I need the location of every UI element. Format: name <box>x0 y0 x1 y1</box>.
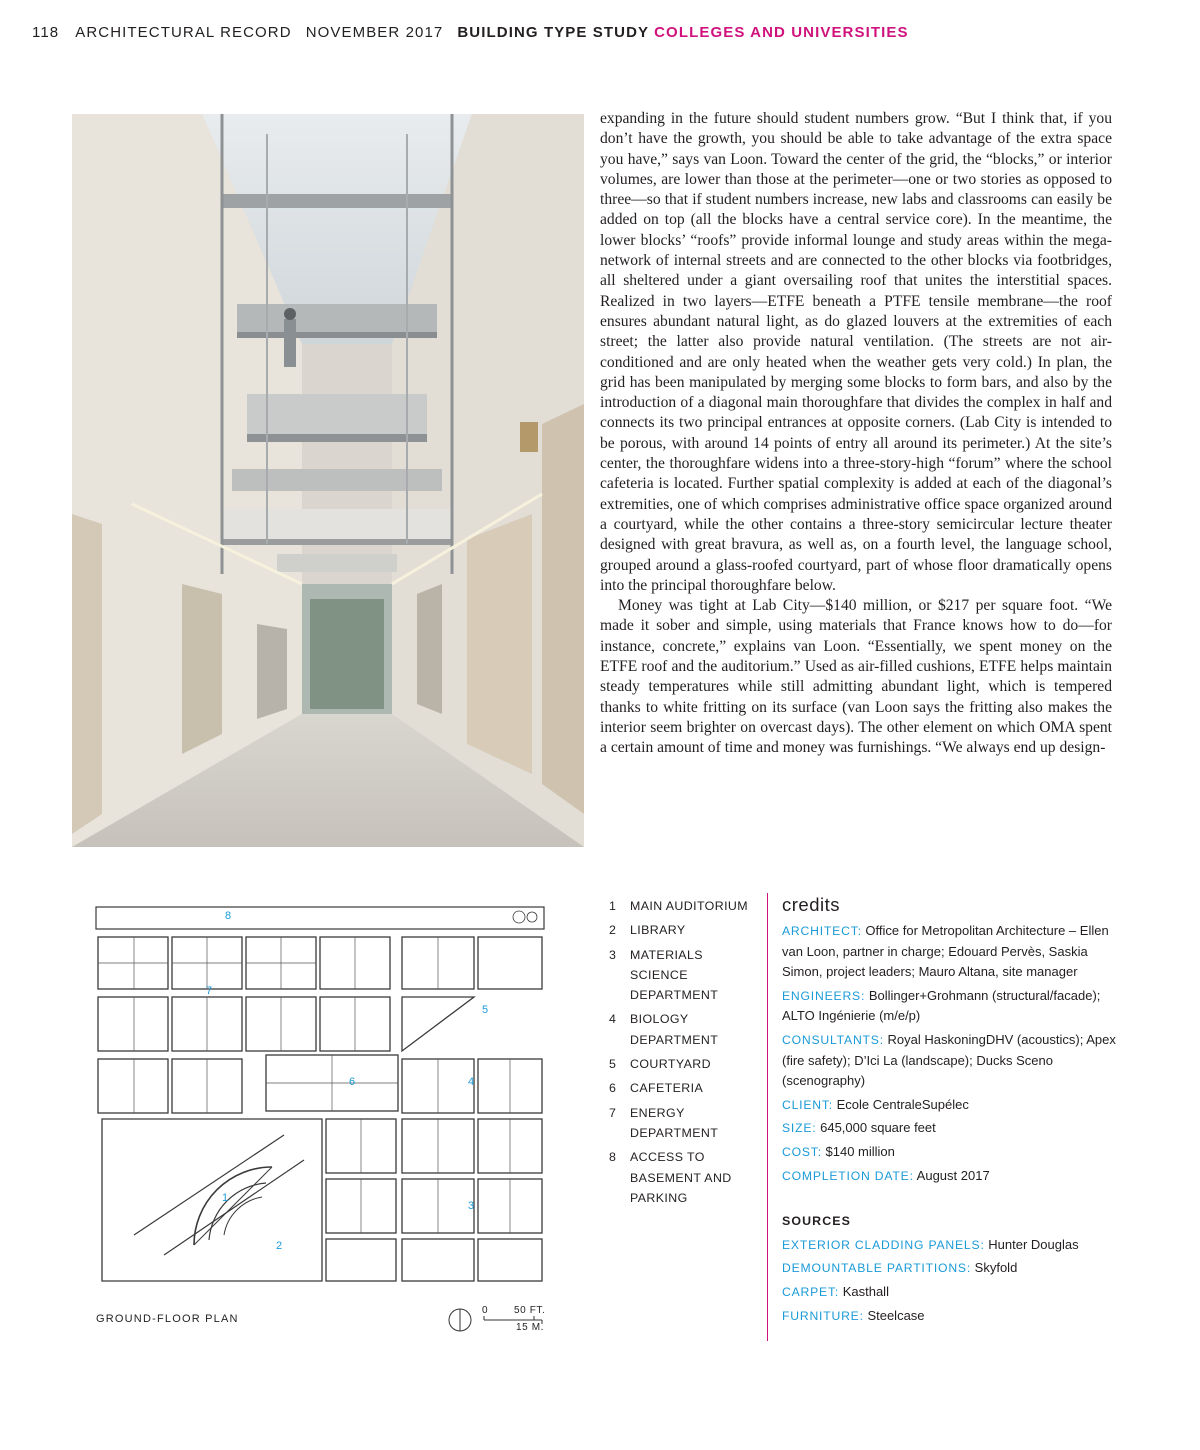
credit-row: COMPLETION DATE: August 2017 <box>782 1167 990 1183</box>
section-topic: COLLEGES AND UNIVERSITIES <box>654 24 909 41</box>
article-body <box>600 109 1112 759</box>
magazine-name: ARCHITECTURAL RECORD <box>75 24 292 41</box>
source-row: FURNITURE: Steelcase <box>782 1307 925 1323</box>
source-row: DEMOUNTABLE PARTITIONS: Skyfold <box>782 1260 1018 1276</box>
plan-label-4: 4 <box>468 1076 475 1088</box>
legend-item: 7 ENERGY DEPARTMENT <box>609 1105 719 1140</box>
source-row: CARPET: Kasthall <box>782 1283 889 1299</box>
legend-item: 6 CAFETERIA <box>609 1081 704 1096</box>
plan-label-1: 1 <box>222 1192 229 1204</box>
sources-title: SOURCES <box>782 1214 851 1229</box>
legend-item: 8 ACCESS TO BASEMENT AND PARKING <box>609 1150 732 1205</box>
plan-label-2: 2 <box>276 1240 283 1252</box>
plan-scale <box>448 1304 558 1338</box>
scale-meters: 15 M. <box>516 1322 545 1333</box>
plan-label-8: 8 <box>225 910 232 922</box>
credit-row: CONSULTANTS: Royal HaskoningDHV (acoustics); Apex (fire safety); D’Ici La (landscape); Ducks Sceno (scenography) <box>782 1031 1116 1089</box>
section-name: BUILDING TYPE STUDY <box>457 24 650 41</box>
scale-feet: 50 FT. <box>514 1305 546 1316</box>
running-header <box>32 24 923 48</box>
credit-row: ARCHITECT: Office for Metropolitan Architecture – Ellen van Loon, partner in charge; Edouard Pervès, Saskia Simon, project leaders; Mauro Altana, site manager <box>782 923 1109 980</box>
legend-item: 4 BIOLOGY DEPARTMENT <box>609 1012 719 1047</box>
legend-item: 3 MATERIALS SCIENCE DEPARTMENT <box>609 947 719 1003</box>
credit-row: ENGINEERS: Bollinger+Grohmann (structural/facade); ALTO Ingénierie (m/e/p) <box>782 987 1101 1024</box>
page-number: 118 <box>32 24 60 41</box>
legend-item: 5 COURTYARD <box>609 1057 711 1072</box>
corridor-photo <box>72 114 584 847</box>
plan-label-3: 3 <box>468 1200 475 1212</box>
credits-title: credits <box>782 894 840 915</box>
ground-floor-plan <box>94 905 546 1283</box>
source-row: EXTERIOR CLADDING PANELS: Hunter Douglas <box>782 1236 1079 1252</box>
credit-row: SIZE: 645,000 square feet <box>782 1120 936 1136</box>
plan-caption: GROUND-FLOOR PLAN <box>96 1313 239 1325</box>
legend-item: 1 MAIN AUDITORIUM <box>609 899 748 913</box>
legend-item: 2 LIBRARY <box>609 923 686 938</box>
credit-row: CLIENT: Ecole CentraleSupélec <box>782 1096 969 1112</box>
plan-label-6: 6 <box>349 1076 356 1088</box>
plan-legend <box>609 896 759 1212</box>
issue-date: NOVEMBER 2017 <box>305 24 444 41</box>
body-paragraph: Money was tight at Lab City—$140 million, or $217 per square foot. “We made it sober and simple, using materials that France knows how to do—for instance, concrete,” explains van Loon. “Essentially, we spent money on the ETFE roof and the auditorium.” Used as air-filled cushions, ETFE helps maintain steady temperatures while still admitting abundant light, which is tempered thanks to white fritting on its surface (van Loon says the fritting also makes the interior seem brighter on overcast days). The other element on which OMA spent a certain amount of time and money was furnishings. “We always end up design- <box>600 597 1112 757</box>
credit-row: COST: $140 million <box>782 1143 895 1159</box>
credits-panel <box>767 893 1122 1341</box>
scale-zero: 0 <box>482 1305 488 1316</box>
plan-label-5: 5 <box>482 1004 489 1016</box>
body-paragraph: expanding in the future should student numbers grow. “But I think that, if you don’t have the growth, you should be able to take advantage of the extra space you have,” says van Loon. Toward the center of the grid, the “blocks,” or interior volumes, are lower than those at the perimeter—one or two stories as opposed to three—so that if student numbers increase, new labs and classrooms can easily be added on top (all the blocks have a central service core). In the meantime, the lower blocks’ “roofs” provide informal lounge and study areas within the mega-network of internal streets and are connected to the other blocks via footbridges, all sheltered under a giant oversailing roof that unites the interstitial spaces. Realized in two layers—ETFE beneath a PTFE tensile membrane—the roof ensures abundant natural light, as do glazed louvers at the extremities of each street; the latter also provide natural ventilation. (The streets are not air-conditioned and are only heated when the weather gets very cold.) In plan, the grid has been manipulated by merging some blocks to form bars, and also by the introduction of a diagonal main thoroughfare that divides the complex in half and connects its two principal entrances at opposite corners. (Lab City is intended to be porous, with around 14 points of entry all around its perimeter.) At the site’s center, the thoroughfare widens into a three-story-high “forum” where the school cafeteria is located. Further spatial complexity is added at each of the diagonal’s extremities, one of which comprises administrative office space organized around a courtyard, while the other contains a three-story semicircular lecture theater designed with great bravura, as well as, on a fourth level, the language school, grouped around a glass-roofed courtyard, part of whose floor dramatically opens into the principal thoroughfare below. <box>600 110 1112 594</box>
plan-label-7: 7 <box>206 985 213 997</box>
